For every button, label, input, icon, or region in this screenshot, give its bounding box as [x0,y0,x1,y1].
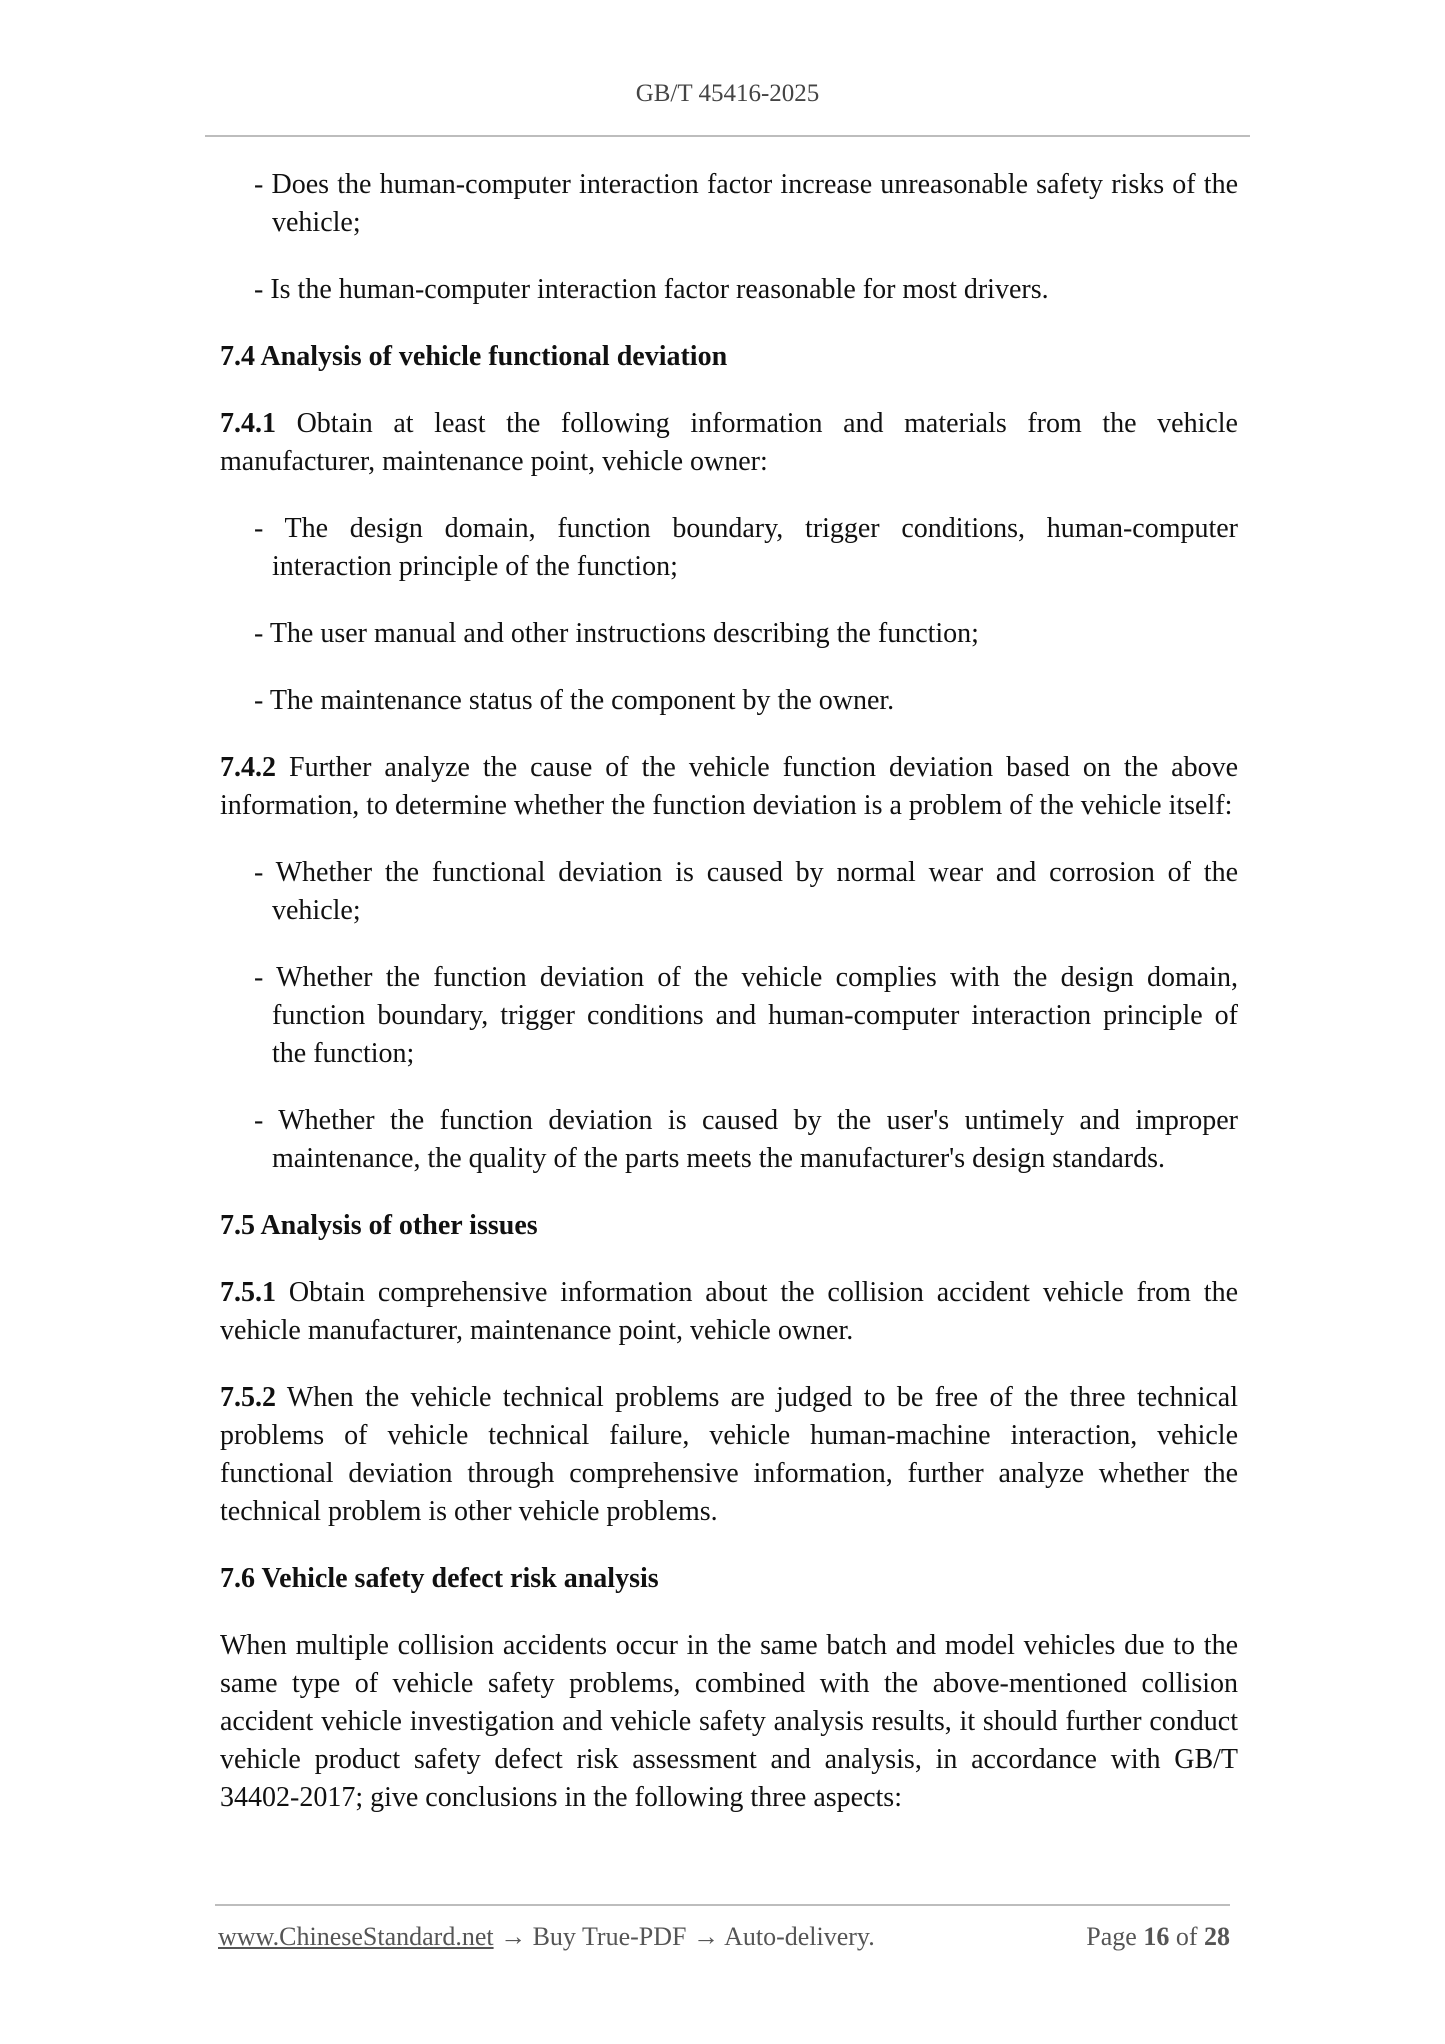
paragraph [220,749,1238,825]
bullet-item: - Whether the function deviation of the vehicle complies with the design domain, function boundary, trigger conditions and human-computer interaction principle of the function; [254,962,1238,1069]
page-label: Page [1086,1922,1137,1951]
buy-pdf-text: Buy True-PDF [532,1922,687,1951]
page-counter [1086,1922,1230,1952]
site-link[interactable]: www.ChineseStandard.net [218,1922,494,1951]
paragraph-text: Obtain comprehensive information about the collision accident vehicle from the vehicle manufacturer, maintenance point, vehicle owner. [220,1277,1238,1346]
page-number: 16 [1143,1922,1170,1951]
page-header [205,80,1250,108]
bullet-item: - The maintenance status of the component by the owner. [254,685,895,716]
footer-links [218,1922,875,1952]
bullet-item: - The user manual and other instructions describing the function; [254,618,979,649]
paragraph-text: Obtain at least the following information and materials from the vehicle manufacturer, maintenance point, vehicle owner: [220,408,1238,477]
bullet-item: - The design domain, function boundary, trigger conditions, human-computer interaction principle of the function; [254,513,1238,582]
clause-number: 7.5.2 [220,1382,276,1413]
bullet-item: - Whether the function deviation is caused by the user's untimely and improper maintenance, the quality of the parts meets the manufacturer's design standards. [254,1105,1238,1174]
paragraph-text: When the vehicle technical problems are judged to be free of the three technical problems of vehicle technical failure, vehicle human-machine interaction, vehicle functional deviation through comprehensive information, further analyze whether the technical problem is other vehicle problems. [220,1382,1238,1527]
document-body [220,166,1238,1846]
auto-delivery-text: Auto-delivery. [724,1922,875,1951]
clause-number: 7.4.1 [220,408,276,439]
paragraph-text: When multiple collision accidents occur in the same batch and model vehicles due to the same type of vehicle safety problems, combined with the above-mentioned collision accident vehicle investigation and vehicle safety analysis results, it should further conduct vehicle product safety defect risk assessment and analysis, in accordance with GB/T 34402-2017; give conclusions in the following three aspects: [220,1630,1238,1813]
paragraph [220,1379,1238,1531]
section-heading: 7.6 Vehicle safety defect risk analysis [220,1563,659,1594]
paragraph [220,405,1238,481]
bullet-item: - Does the human-computer interaction factor increase unreasonable safety risks of the vehicle; [254,169,1238,238]
paragraph [220,1627,1238,1817]
standard-id: GB/T 45416-2025 [635,80,820,107]
paragraph-text: Further analyze the cause of the vehicle function deviation based on the above information, to determine whether the function deviation is a problem of the vehicle itself: [220,752,1238,821]
clause-number: 7.5.1 [220,1277,276,1308]
section-heading: 7.5 Analysis of other issues [220,1210,538,1241]
arrow-right-icon: → [693,1922,719,1951]
bullet-item: - Is the human-computer interaction factor reasonable for most drivers. [254,274,1049,305]
footer-divider [215,1904,1230,1906]
clause-number: 7.4.2 [220,752,276,783]
bullet-item: - Whether the functional deviation is caused by normal wear and corrosion of the vehicle; [254,857,1238,926]
section-heading: 7.4 Analysis of vehicle functional deviation [220,341,728,372]
arrow-right-icon: → [500,1922,527,1951]
header-divider [205,135,1250,137]
paragraph [220,1274,1238,1350]
page-total: 28 [1204,1922,1230,1951]
of-label: of [1175,1922,1198,1951]
